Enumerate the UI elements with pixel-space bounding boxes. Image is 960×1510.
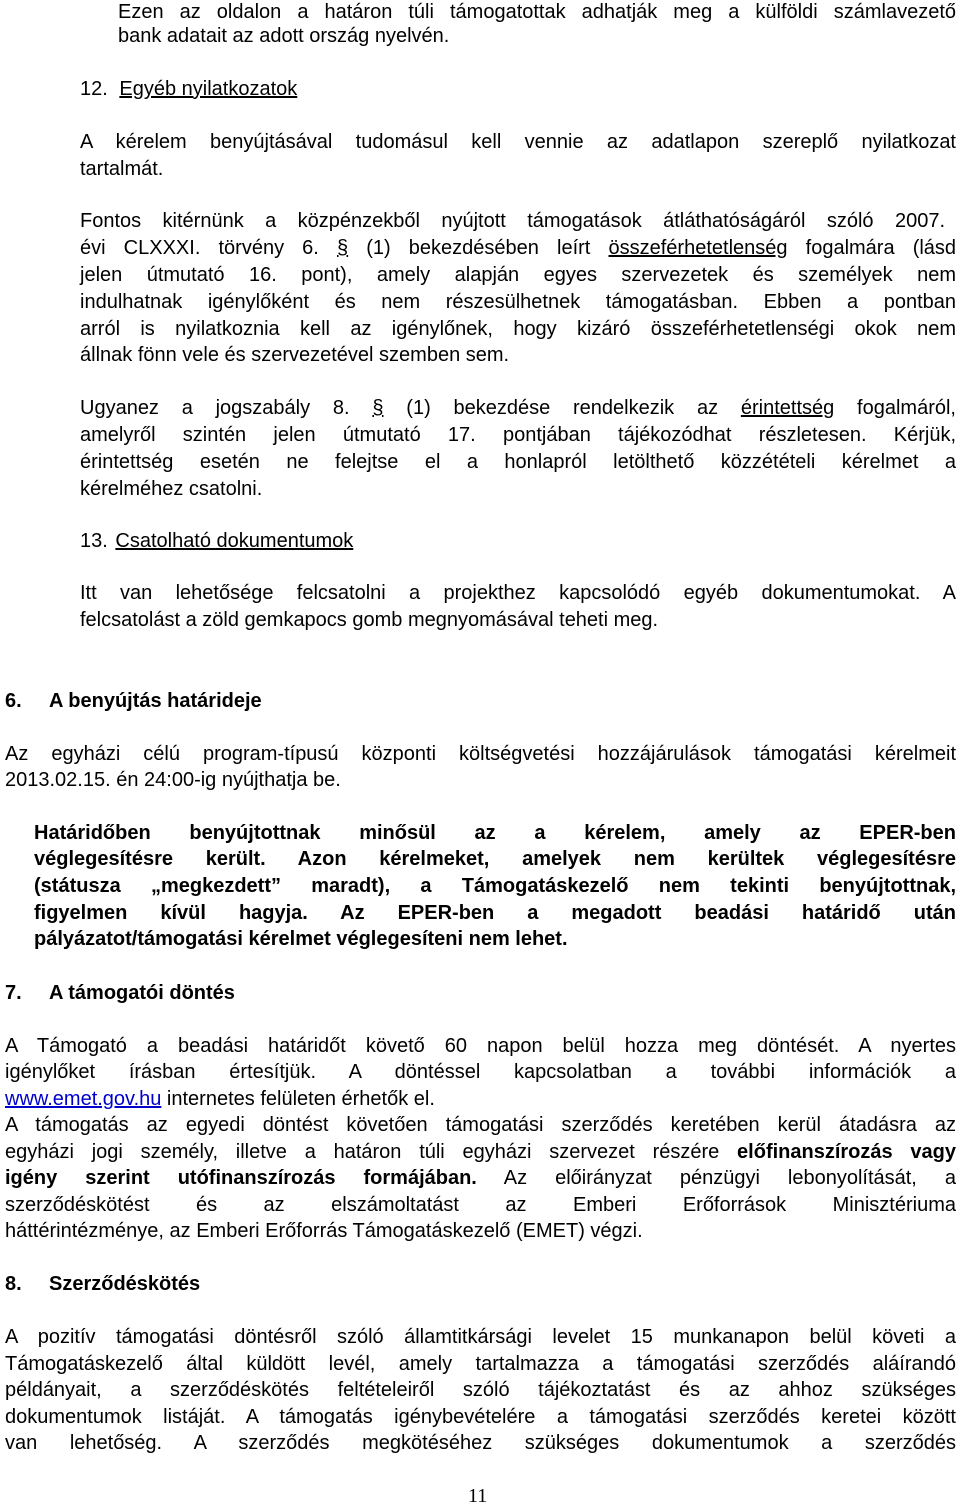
paragraph-line (80, 395, 956, 422)
paragraph-line: 2013.02.15. én 24:00-ig nyújthatja be. (5, 769, 341, 791)
text-fragment: Ugyanez a jogszabály 8. (80, 397, 350, 419)
term-underlined: összeférhetetlenség (608, 237, 788, 259)
section-7-heading (5, 980, 235, 1007)
text-fragment: fogalmára (lásd (805, 237, 957, 259)
paragraph-line: indulhatnak igénylőként és nem részesülhetnek támogatásban. Ebben a pontban (80, 291, 956, 313)
section-title: Szerződéskötés (49, 1273, 201, 1295)
paragraph-line: A Támogató a beadási határidőt követő 60 napon belül hozza meg döntését. A nyertes (5, 1035, 956, 1057)
bold-paragraph-line: figyelmen kívül hagyja. Az EPER-ben a megadott beadási határidő után (34, 902, 956, 924)
paragraph-line: van lehetőség. A szerződés megkötéséhez szükséges dokumentumok a szerződés (5, 1432, 956, 1454)
text-fragment: évi CLXXXI. törvény 6. (80, 237, 319, 259)
intro-line: bank adatait az adott ország nyelvén. (118, 25, 450, 47)
page-number: 11 (468, 1485, 488, 1507)
bold-fragment: igény szerint utófinanszírozás formájában. (5, 1167, 477, 1189)
text-fragment: internetes felületen érhetők el. (161, 1088, 435, 1110)
paragraph-line: kérelméhez csatolni. (80, 478, 263, 500)
section-8-heading (5, 1271, 201, 1298)
paragraph-line: szerződéskötést és az elszámoltatást az Emberi Erőforrások Minisztériuma (5, 1194, 956, 1216)
paragraph-line (80, 235, 956, 262)
paragraph-line: tartalmát. (80, 158, 164, 180)
paragraph-line: dokumentumok listáját. A támogatás igénybevételére a támogatási szerződés keretei között (5, 1406, 956, 1428)
paragraph-line: példányait, a szerződéskötés feltételeiről szóló tájékoztatást és az ahhoz szükséges (5, 1379, 956, 1401)
paragraph-line: jelen útmutató 16. pont), amely alapján egyes szervezetek és személyek nem (80, 264, 956, 286)
paragraph-line: állnak fönn vele és szervezetével szemben sem. (80, 344, 510, 366)
section-title: A támogatói döntés (49, 982, 235, 1004)
bold-paragraph-line: Határidőben benyújtottnak minősül az a kérelem, amely az EPER-ben (34, 822, 956, 844)
paragraph-line: Itt van lehetősége felcsatolni a projekthez kapcsolódó egyéb dokumentumokat. A (80, 582, 956, 604)
section-number: 13. (80, 530, 108, 552)
section-sign: § (337, 237, 349, 259)
paragraph-line: Az egyházi célú program-típusú központi költségvetési hozzájárulások támogatási kérelmeit (5, 743, 956, 765)
section-12-heading (80, 76, 297, 103)
section-number: 6. (5, 690, 22, 712)
bold-paragraph-line: (státusza „megkezdett” maradt), a Támogatáskezelő nem tekinti benyújtottnak, (34, 875, 956, 897)
section-sign: § (372, 397, 384, 419)
text-fragment: Az előirányzat pénzügyi lebonyolítását, a (503, 1167, 956, 1189)
bold-paragraph-line: véglegesítésre került. Azon kérelmeket, amelyek nem kerültek véglegesítésre (34, 848, 956, 870)
text-fragment: (1) bekezdésében leírt (366, 237, 591, 259)
paragraph-line: érintettség esetén ne felejtse el a honlapról letölthető közzétételi kérelmet a (80, 451, 956, 473)
text-fragment: egyházi jogi személy, illetve a határon túli egyházi szervezet részére (5, 1141, 738, 1163)
section-title: Egyéb nyilatkozatok (119, 78, 298, 100)
text-fragment: (1) bekezdése rendelkezik az (406, 397, 719, 419)
paragraph-line: A támogatás az egyedi döntést követően támogatási szerződés keretében kerül átadásra az (5, 1114, 956, 1136)
paragraph-line: A pozitív támogatási döntésről szóló államtitkársági levelet 15 munkanapon belül követi a (5, 1326, 956, 1348)
section-title: Csatolható dokumentumok (115, 530, 354, 552)
paragraph-line: Támogatáskezelő által küldött levél, amely tartalmazza a támogatási szerződés aláírandó (5, 1353, 956, 1375)
bold-fragment: előfinanszírozás vagy (737, 1141, 956, 1163)
paragraph-line (5, 1139, 956, 1166)
section-number: 7. (5, 982, 22, 1004)
paragraph-line: A kérelem benyújtásával tudomásul kell vennie az adatlapon szereplő nyilatkozat (80, 131, 956, 153)
intro-line: Ezen az oldalon a határon túli támogatottak adhatják meg a külföldi számlavezető (118, 1, 956, 23)
paragraph-line (5, 1165, 956, 1192)
section-number: 12. (80, 78, 108, 100)
section-title: A benyújtás határideje (49, 690, 262, 712)
text-fragment: fogalmáról, (857, 397, 956, 419)
paragraph-line: arról is nyilatkoznia kell az igénylőnek, hogy kizáró összeférhetetlenségi okok nem (80, 318, 956, 340)
bold-paragraph-line: pályázatot/támogatási kérelmet véglegesíteni nem lehet. (34, 928, 568, 950)
paragraph-line: amelyről szintén jelen útmutató 17. pontjában tájékozódhat részletesen. Kérjük, (80, 424, 956, 446)
emet-website-link[interactable]: www.emet.gov.hu (5, 1088, 162, 1110)
section-6-heading (5, 688, 262, 715)
term-underlined: érintettség (740, 397, 835, 419)
paragraph-line: Fontos kitérnünk a közpénzekből nyújtott támogatások átláthatóságáról szóló 2007. (80, 210, 945, 232)
paragraph-line (5, 1086, 435, 1113)
paragraph-line: háttérintézménye, az Emberi Erőforrás Támogatáskezelő (EMET) végzi. (5, 1220, 643, 1242)
paragraph-line: felcsatolást a zöld gemkapocs gomb megnyomásával teheti meg. (80, 609, 659, 631)
paragraph-line: igénylőket írásban értesítjük. A döntéssel kapcsolatban a további információk a (5, 1061, 956, 1083)
section-13-heading (80, 528, 353, 555)
section-number: 8. (5, 1273, 22, 1295)
